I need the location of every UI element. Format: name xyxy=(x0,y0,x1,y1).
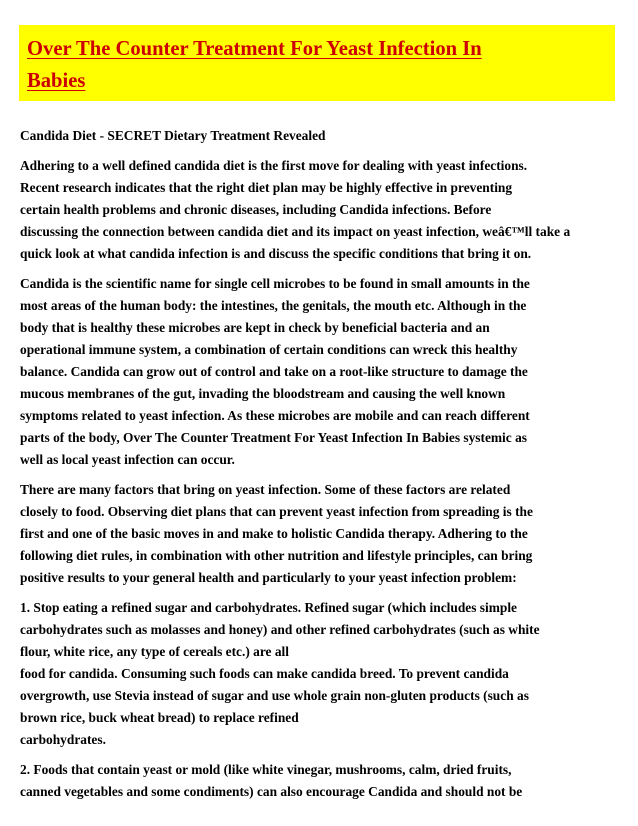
document-title-line-2: Babies xyxy=(27,70,86,92)
text-line: carbohydrates. xyxy=(20,732,106,747)
text-line: certain health problems and chronic diseases, including Candida infections. Before xyxy=(20,202,492,217)
text-line: following diet rules, in combination with other nutrition and lifestyle principles, can bring xyxy=(20,548,533,563)
text-line: food for candida. Consuming such foods can make candida breed. To prevent candida xyxy=(20,666,509,681)
text-line: most areas of the human body: the intestines, the genitals, the mouth etc. Although in the xyxy=(20,298,527,313)
text-line: closely to food. Observing diet plans that can prevent yeast infection from spreading is the xyxy=(20,504,533,519)
paragraph-3 xyxy=(20,479,638,589)
text-line: There are many factors that bring on yeast infection. Some of these factors are related xyxy=(20,482,511,497)
text-line: first and one of the basic moves in and make to holistic Candida therapy. Adhering to the xyxy=(20,526,528,541)
text-line: well as local yeast infection can occur. xyxy=(20,452,235,467)
text-line: positive results to your general health and particularly to your yeast infection problem: xyxy=(20,570,517,585)
paragraph-4 xyxy=(20,597,638,751)
paragraph-1 xyxy=(20,155,638,265)
text-line: overgrowth, use Stevia instead of sugar and use whole grain non-gluten products (such as xyxy=(20,688,529,703)
text-line: canned vegetables and some condiments) can also encourage Candida and should not be xyxy=(20,784,523,799)
text-line: symptoms related to yeast infection. As these microbes are mobile and can reach different xyxy=(20,408,530,423)
subtitle: Candida Diet - SECRET Dietary Treatment Revealed xyxy=(20,128,326,143)
text-line: discussing the connection between candida diet and its impact on yeast infection, weâ€™ll take a xyxy=(20,224,571,239)
text-line: mucous membranes of the gut, invading the bloodstream and causing the well known xyxy=(20,386,506,401)
text-line: body that is healthy these microbes are kept in check by beneficial bacteria and an xyxy=(20,320,490,335)
text-line: Candida is the scientific name for single cell microbes to be found in small amounts in the xyxy=(20,276,530,291)
document-title-line-1: Over The Counter Treatment For Yeast Infection In xyxy=(27,38,482,60)
text-line: carbohydrates such as molasses and honey) and other refined carbohydrates (such as white xyxy=(20,622,540,637)
text-line: Recent research indicates that the right diet plan may be highly effective in preventing xyxy=(20,180,513,195)
text-line: 1. Stop eating a refined sugar and carbohydrates. Refined sugar (which includes simple xyxy=(20,600,517,615)
title-banner xyxy=(19,25,615,101)
text-line: brown rice, buck wheat bread) to replace refined xyxy=(20,710,299,725)
text-line: operational immune system, a combination of certain conditions can wreck this healthy xyxy=(20,342,518,357)
text-line: balance. Candida can grow out of control and take on a root-like structure to damage the xyxy=(20,364,528,379)
paragraph-5 xyxy=(20,759,638,803)
text-line: Adhering to a well defined candida diet is the first move for dealing with yeast infections. xyxy=(20,158,528,173)
text-line: flour, white rice, any type of cereals etc.) are all xyxy=(20,644,289,659)
text-line: parts of the body, Over The Counter Treatment For Yeast Infection In Babies systemic as xyxy=(20,430,527,445)
paragraph-2 xyxy=(20,273,638,471)
text-line: 2. Foods that contain yeast or mold (like white vinegar, mushrooms, calm, dried fruits, xyxy=(20,762,512,777)
document-body xyxy=(20,125,638,811)
text-line: quick look at what candida infection is and discuss the specific conditions that bring it on. xyxy=(20,246,532,261)
